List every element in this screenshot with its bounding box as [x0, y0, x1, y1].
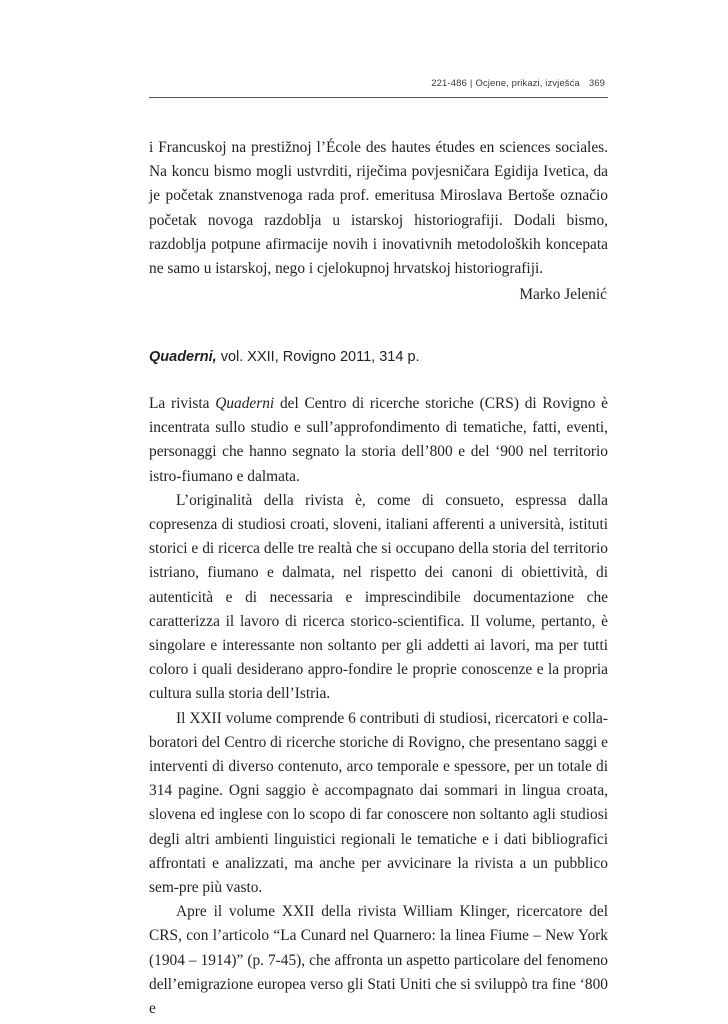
review-journal-title: Quaderni,: [149, 349, 217, 365]
page-range: 221-486: [431, 78, 467, 89]
page-number: 369: [588, 78, 605, 89]
previous-review-body: [149, 136, 608, 281]
review-paragraph-1: [149, 392, 608, 489]
header-separator: |: [469, 78, 473, 89]
section-title: Ocjene, prikazi, izvješća: [475, 78, 580, 89]
review-p1-start: La rivista: [149, 395, 216, 412]
header-rule: [149, 97, 608, 98]
review-paragraph-3: Il XXII volume comprende 6 contributi di studiosi, ricercatori e colla-boratori del Centro di ricerche storiche di Rovigno, che presentano saggi e interventi di diverso contenuto, arco temporale e spessore, per un totale di 314 pagine. Ogni saggio è accompagnato dai sommari in lingua croata, slovena ed inglese con lo scopo di far conoscere non soltanto agli studiosi degli altri ambienti linguistici regionali le tematiche e i dati bibliografici affrontati e analizzati, ma anche per avvicinare la rivista a un pubblico sem-pre più vasto.: [149, 709, 608, 897]
previous-review-paragraph: i Francuskoj na prestižnoj l’École des hautes études en sciences sociales. Na koncu bismo mogli ustvrditi, riječima povjesničara Egidija Ivetica, da je početak znanstvenoga rada prof. emeritusa Miroslava Bertoše označio početak novoga razdoblja u istarskoj historiografiji. Dodali bismo, razdoblja potpune afirmacije novih i inovativnih metodoloških koncepata ne samo u istarskoj, nego i cjelokupnoj hrvatskoj historiografiji.: [149, 139, 608, 278]
review-author: Marko Jelenić: [519, 286, 607, 303]
running-header: [431, 78, 605, 89]
review-bibliographic-info: vol. XXII, Rovigno 2011, 314 p.: [216, 349, 420, 365]
review-p1-journal: Quaderni: [215, 395, 275, 412]
review-p1-rest: del Centro di ricerche storiche (CRS) di Rovigno è incentrata sullo studio e sull’approfondimento di tematiche, fatti, eventi, personaggi che hanno segnato la storia dell’800 e del ‘900 nel territorio istro-fiumano e dalmata.: [149, 395, 609, 485]
review-heading: [149, 349, 420, 365]
review-paragraph-4: Apre il volume XXII della rivista William Klinger, ricercatore del CRS, con l’articolo “La Cunard nel Quarnero: la linea Fiume – New York (1904 – 1914)” (p. 7-45), che affronta un aspetto particolare del fenomeno dell’emigrazione europea verso gli Stati Uniti che si sviluppò tra fine ‘800 e: [149, 903, 608, 1018]
review-body: [149, 392, 608, 1021]
review-paragraph-2: L’originalità della rivista è, come di consueto, espressa dalla copresenza di studiosi croati, sloveni, italiani afferenti a università, istituti storici e di ricerca delle tre realtà che si occupano della storia del territorio istriano, fiumano e dalmata, nel rispetto dei canoni di obiettività, di autenticità e di necessaria e imprescindibile documentazione che caratterizza il lavoro di ricerca storico-scientifica. Il volume, pertanto, è singolare e interessante non soltanto per gli addetti ai lavori, ma per tutti coloro i quali desiderano appro-fondire le proprie conoscenze e la propria cultura sulla storia dell’Istria.: [149, 491, 608, 703]
